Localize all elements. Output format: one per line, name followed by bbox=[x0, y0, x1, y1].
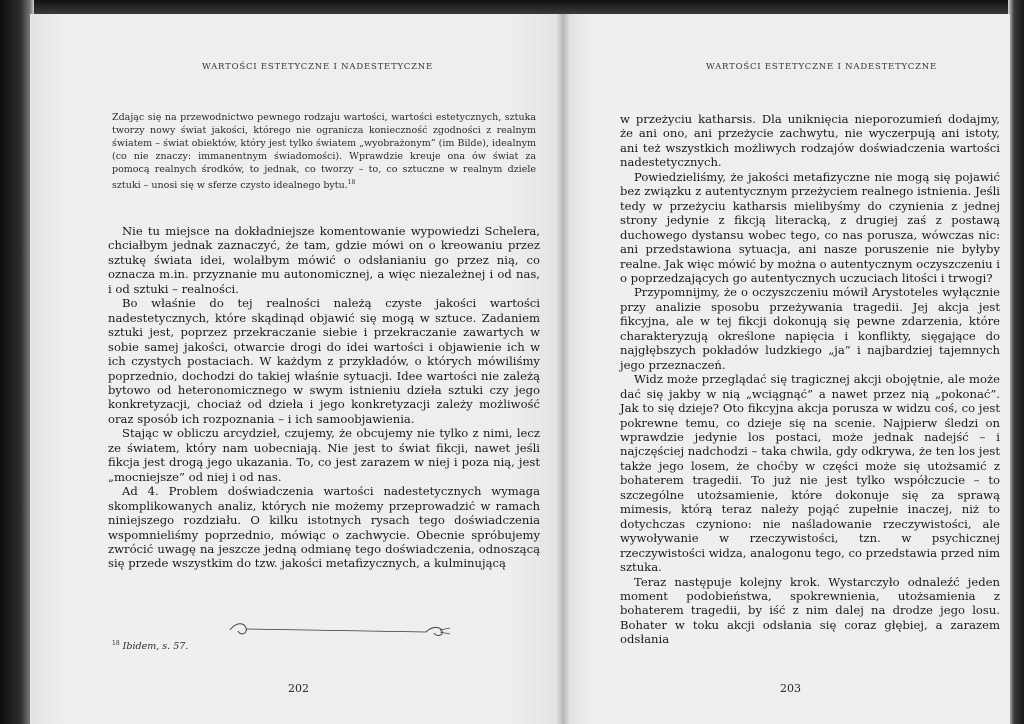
page-number: 203 bbox=[780, 682, 801, 695]
footnote-text: Ibidem, s. 57. bbox=[122, 641, 189, 653]
paragraph: Bo właśnie do tej realności należą czyste jakości wartości nadestetycznych, które skądinąd objawić się mogą w sztuce. Zadaniem sztuki jest, poprzez przekraczanie siebie i przekraczanie zawartych w sobie samej jakości, otwarcie drogi do idei wartości i objawienie ich w ich czystych postaciach. W każdym z przykładów, o których mówiliśmy poprzednio, dochodzi do takiej właśnie sytuacji. Idee wartości nie zależą bytowo od heteronomicznego w swym istnieniu dzieła sztuki czy jego konkretyzacji, chociaż od dzieła i jego konkretyzacji zależy możliwość oraz sposób ich rozpoznania – i ich samoobjawienia. bbox=[108, 296, 540, 426]
paragraph: Ad 4. Problem doświadczenia wartości nadestetycznych wymaga skomplikowanych analiz, których nie możemy przeprowadzić w ramach niniejszego rozdziału. O kilku istotnych rysach tego doświadczenia wspomnieliśmy poprzednio, mówiąc o zachwycie. Obecnie spróbujemy zwrócić uwagę na jeszcze jedną odmianę tego doświadczenia, odnoszącą się przede wszystkim do tzw. jakości metafizycznych, a kulminującą bbox=[108, 484, 540, 571]
paragraph: w przeżyciu katharsis. Dla uniknięcia nieporozumień dodajmy, że ani ono, ani przeżycie zachwytu, nie wyczerpują ani istoty, ani też wszystkich możliwych rodzajów doświadczenia wartości nadestetycznych. bbox=[620, 112, 1000, 170]
right-page bbox=[562, 14, 1010, 724]
book-gutter bbox=[556, 14, 570, 724]
paragraph: Teraz następuje kolejny krok. Wystarczyło odnaleźć jeden moment podobieństwa, spokrewnienia, utożsamienia z bohaterem tragedii, by iść z nim dalej na drodze jego losu. Bohater w toku akcji odsłania się coraz głębiej, a zarazem odsłania bbox=[620, 574, 1000, 647]
paragraph: Stając w obliczu arcydzieł, czujemy, że obcujemy nie tylko z nimi, lecz ze światem, który nam uobecniają. Nie jest to świat fikcji, nawet jeśli fikcja jest drogą jego ukazania. To, co jest zarazem w niej i poza nią, jest „mocniejsze” od niej i od nas. bbox=[108, 426, 540, 484]
block-quote bbox=[112, 112, 536, 193]
page-number: 202 bbox=[288, 682, 309, 695]
scan-edge-left bbox=[0, 0, 34, 724]
left-page bbox=[30, 14, 562, 724]
footnote-number: 18 bbox=[112, 640, 120, 647]
paragraph: Nie tu miejsce na dokładniejsze komentowanie wypowiedzi Schelera, chciałbym jednak zaznaczyć, że tam, gdzie mówi on o kreowaniu przez sztukę świata idei, wolałbym mówić o odsłanianiu go przez nią, co oznacza m.in. przyznanie mu autonomicznej, a więc niezależnej i od nas, i od sztuki – realności. bbox=[108, 224, 540, 296]
footnote bbox=[112, 640, 188, 652]
running-head: WARTOŚCI ESTETYCZNE I NADESTETYCZNE bbox=[202, 62, 434, 72]
paragraph: Widz może przeglądać się tragicznej akcji obojętnie, ale może dać się jakby w nią „wciągnąć” a nawet przez nią „pokonać”. Jak to się dzieje? Oto fikcyjna akcja porusza w widzu coś, co jest pokrewne temu, co dzieje się na scenie. Najpierw śledzi on wprawdzie jedynie los postaci, może jednak nadejść – i najczęściej nadchodzi – taka chwila, gdy odkrywa, że ten los jest także jego losem, że choćby w części może się utożsamić z bohaterem tragedii. To już nie jest tylko współczucie – to szczególne utożsamienie, które dokonuje się za sprawą mimesis, którą teraz należy pojąć zupełnie inaczej, niż to dotychczas czyniono: nie naśladowanie rzeczywistości, ale wywoływanie w rzeczywistości, tzn. w psychicznej rzeczywistości widza, analogonu tego, co przedstawia przed nim sztuka. bbox=[620, 372, 1000, 575]
footnote-reference: 18 bbox=[347, 178, 356, 186]
running-head: WARTOŚCI ESTETYCZNE I NADESTETYCZNE bbox=[706, 62, 938, 72]
body-text bbox=[108, 224, 540, 571]
body-text bbox=[620, 112, 1000, 647]
scan-edge-right bbox=[1008, 0, 1024, 724]
paragraph: Powiedzieliśmy, że jakości metafizyczne nie mogą się pojawić bez związku z autentycznym przeżyciem realnego istnienia. Jeśli tedy w przeżyciu katharsis mielibyśmy do czynienia z jednej strony jedynie z fikcją literacką, z drugiej zaś z postawą duchowego dystansu wobec tego, co nas porusza, wówczas nic: ani przedstawiona sytuacja, ani nasze poruszenie nie byłyby realne. Jak więc mówić by można o autentycznym oczyszczeniu i o poprzedzających go autentycznych uczuciach litości i trwogi? bbox=[620, 169, 1000, 285]
book-spread bbox=[30, 14, 1010, 724]
block-quote-text: Zdając się na przewodnictwo pewnego rodzaju wartości, wartości estetycznych, sztuka tworzy nowy świat jakości, którego nie ogranicza konieczność zgodności z realnym światem – świat obiektów, który jest tylko światem „wyobrażonym” (im Bilde), idealnym (co nie znaczy: immanentnym świadomości). Wprawdzie kreuje ona ów świat za pomocą realnych środków, to jednak, co tworzy – to, co sztuczne w realnym dziele sztuki – unosi się w sferze czysto idealnego bytu. bbox=[112, 112, 536, 191]
paragraph: Przypomnijmy, że o oczyszczeniu mówił Arystoteles wyłącznie przy analizie sposobu przeżywania tragedii. Jej akcja jest fikcyjna, ale w tej fikcji dokonują się pewne zdarzenia, które charakteryzują określone napięcia i konflikty, sięgające do najgłębszych pokładów ludzkiego „ja” i najbardziej tajemnych jego przeznaczeń. bbox=[620, 285, 1000, 372]
flourish-ornament bbox=[226, 620, 454, 640]
